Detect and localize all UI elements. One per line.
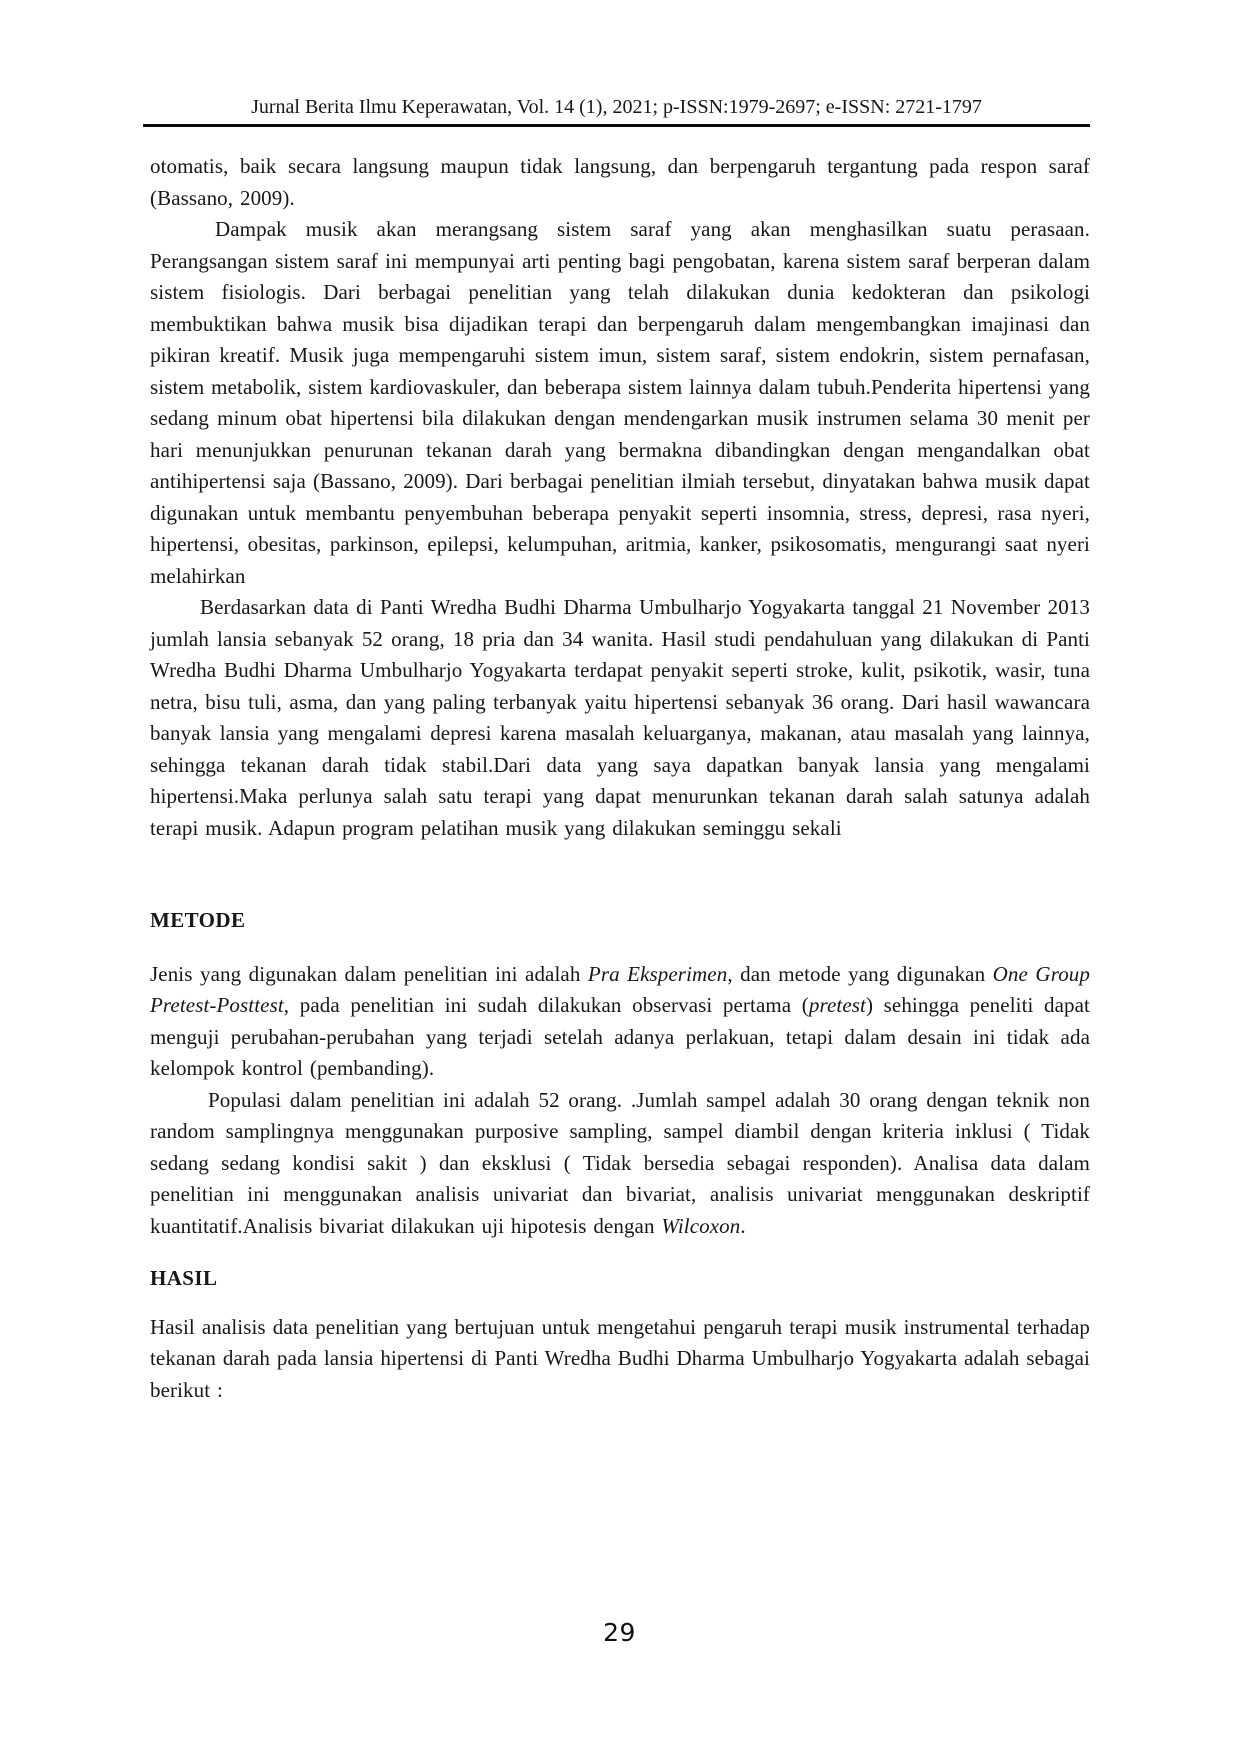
- italic-term-pretest: pretest: [808, 993, 866, 1017]
- paragraph-intro-continuation: otomatis, baik secara langsung maupun tidak langsung, dan berpengaruh tergantung pada respon saraf (Bassano, 2009).: [150, 154, 1090, 210]
- page-number: 29: [603, 1618, 636, 1647]
- text-run: , dan metode yang digunakan: [727, 961, 993, 986]
- paragraph-metode-population: [150, 1085, 1090, 1243]
- text-run: , pada penelitian ini sudah dilakukan observasi pertama (: [283, 993, 809, 1017]
- paragraph-metode-design: [150, 959, 1090, 1085]
- italic-term-pra-eksperimen: Pra Eksperimen: [587, 961, 728, 986]
- article-body: [150, 151, 1090, 1406]
- italic-term-one-group-pretest-posttest: One Group Pretest-Posttest: [150, 961, 1090, 1017]
- paragraph-hasil-intro: Hasil analisis data penelitian yang bertujuan untuk mengetahui pengaruh terapi musik instrumental terhadap tekanan darah pada lansia hipertensi di Panti Wredha Budhi Dharma Umbulharjo Yogyakarta adalah sebagai berikut :: [150, 1314, 1090, 1402]
- paragraph-music-effects: Dampak musik akan merangsang sistem saraf yang akan menghasilkan suatu perasaan. Perangsangan sistem saraf ini mempunyai arti penting bagi pengobatan, karena sistem saraf berperan dalam sistem fisiologis. Dari berbagai penelitian yang telah dilakukan dunia kedokteran dan psikologi membuktikan bahwa musik bisa dijadikan terapi dan berpengaruh dalam mengembangkan imajinasi dan pikiran kreatif. Musik juga mempengaruhi sistem imun, sistem saraf, sistem endokrin, sistem pernafasan, sistem metabolik, sistem kardiovaskuler, dan beberapa sistem lainnya dalam tubuh.Penderita hipertensi yang sedang minum obat hipertensi bila dilakukan dengan mendengarkan musik instrumen selama 30 menit per hari menunjukkan penurunan tekanan darah yang bermakna dibandingkan dengan mengandalkan obat antihipertensi saja (Bassano, 2009). Dari berbagai penelitian ilmiah tersebut, dinyatakan bahwa musik dapat digunakan untuk membantu penyembuhan beberapa penyakit seperti insomnia, stress, depresi, rasa nyeri, hipertensi, obesitas, parkinson, epilepsi, kelumpuhan, aritmia, kanker, psikosomatis, mengurangi saat nyeri melahirkan: [150, 217, 1090, 588]
- text-run: Populasi dalam penelitian ini adalah 52 orang. .Jumlah sampel adalah 30 orang dengan teknik non random samplingnya menggunakan purposive sampling, sampel diambil dengan kriteria inklusi ( Tidak sedang sedang kondisi sakit ) dan eksklusi ( Tidak bersedia sebagai responden). Analisa data dalam penelitian ini menggunakan analisis univariat dan bivariat, analisis univariat menggunakan deskriptif kuantitatif.Analisis bivariat dilakukan uji hipotesis dengan: [150, 1087, 1090, 1238]
- text-run: Jenis yang digunakan dalam penelitian ini adalah: [150, 961, 588, 986]
- paragraph-panti-wredha-data: Berdasarkan data di Panti Wredha Budhi Dharma Umbulharjo Yogyakarta tanggal 21 November 2013 jumlah lansia sebanyak 52 orang, 18 pria dan 34 wanita. Hasil studi pendahuluan yang dilakukan di Panti Wredha Budhi Dharma Umbulharjo Yogyakarta terdapat penyakit seperti stroke, kulit, psikotik, wasir, tuna netra, bisu tuli, asma, dan yang paling terbanyak yaitu hipertensi sebanyak 36 orang. Dari hasil wawancara banyak lansia yang mengalami depresi karena masalah keluarganya, makanan, atau masalah yang lainnya, sehingga tekanan darah tidak stabil.Dari data yang saya dapatkan banyak lansia yang mengalami hipertensi.Maka perlunya salah satu terapi yang dapat menurunkan tekanan darah salah satunya adalah terapi musik. Adapun program pelatihan musik yang dilakukan seminggu sekali: [150, 595, 1090, 840]
- section-heading-hasil: HASIL: [150, 1266, 218, 1290]
- journal-header-text: Jurnal Berita Ilmu Keperawatan, Vol. 14 (1), 2021; p-ISSN:1979-2697; e-ISSN: 2721-1797: [251, 96, 982, 118]
- italic-term-wilcoxon: Wilcoxon: [661, 1213, 741, 1238]
- text-run: .: [740, 1213, 746, 1238]
- text-run: ) sehingga peneliti dapat menguji perubahan-perubahan yang terjadi setelah adanya perlakuan, tetapi dalam desain ini tidak ada kelompok kontrol (pembanding).: [150, 993, 1090, 1080]
- section-heading-metode: METODE: [150, 908, 246, 932]
- journal-header: [143, 95, 1090, 127]
